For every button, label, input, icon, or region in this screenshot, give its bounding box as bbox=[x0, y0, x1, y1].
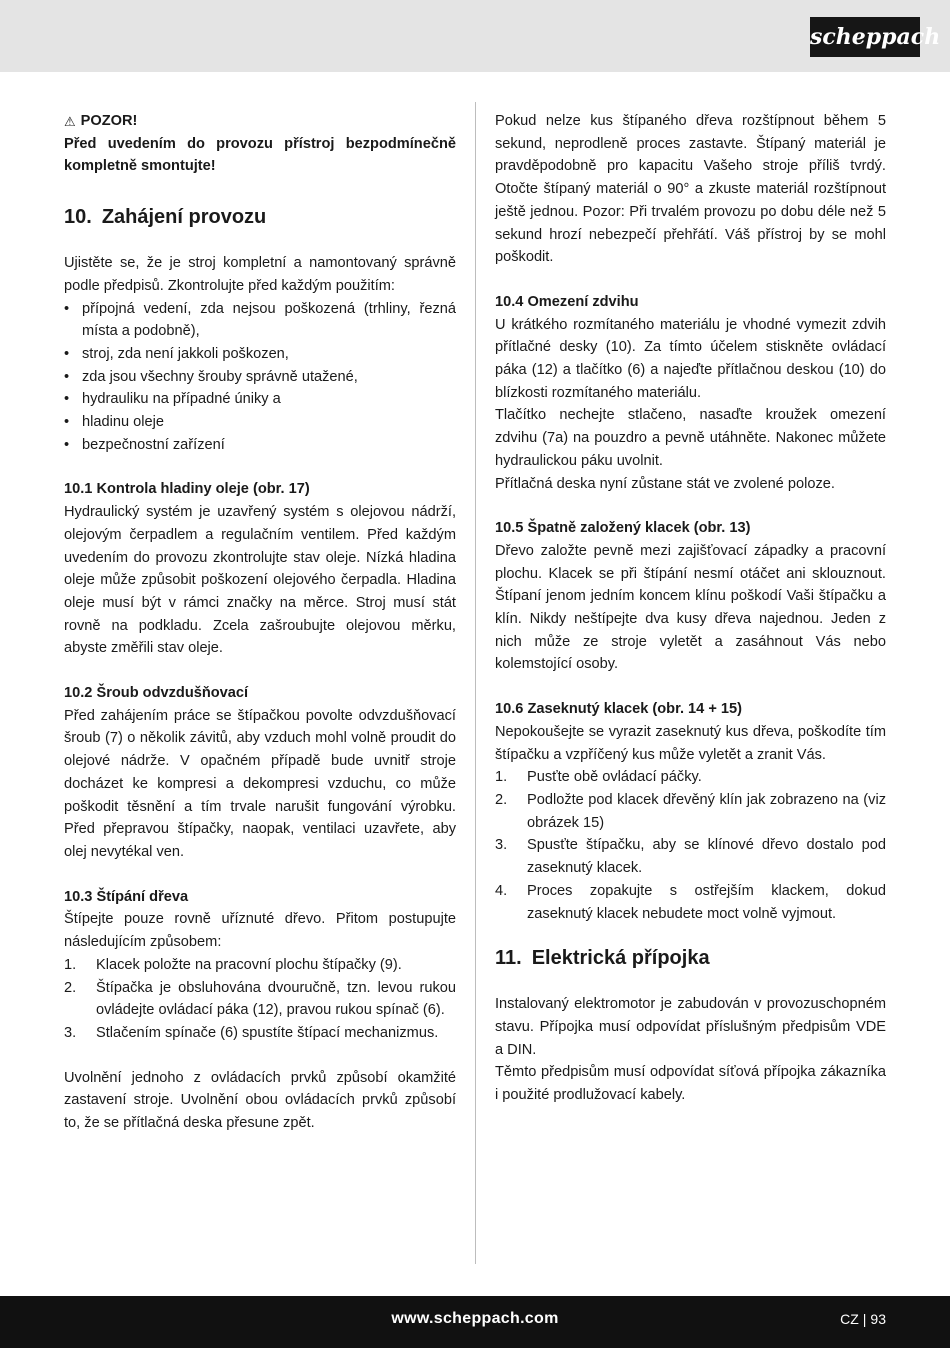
list-item: • přípojná vedení, zda nejsou poškozená (trhliny, řezná místa a podobně), bbox=[64, 298, 456, 343]
list-item: • stroj, zda není jakkoli poškozen, bbox=[64, 343, 456, 366]
column-divider bbox=[475, 102, 476, 1264]
step-number: 2. bbox=[64, 979, 77, 996]
section-10-intro: Ujistěte se, že je stroj kompletní a namontovaný správně podle předpisů. Zkontrolujte před každým použitím: bbox=[64, 255, 456, 294]
list-item bbox=[495, 766, 886, 789]
stuck-log-steps-list bbox=[495, 766, 886, 925]
list-item bbox=[64, 1022, 456, 1045]
section-11-text-1: Instalovaný elektromotor je zabudován v provozuschopném stavu. Přípojka musí odpovídat příslušným předpisům VDE a DIN. bbox=[495, 996, 886, 1058]
section-10-4-text-1: U krátkého rozmítaného materiálu je vhodné vymezit zdvih přítlačné desky (10). Za tímto účelem stiskněte ovládací páka (12) a tlačítko (6) a najeďte přítlačnou deskou (10) do blízkosti rozmítaného materiálu. bbox=[495, 316, 886, 401]
section-10-2-text: Před zahájením práce se štípačkou povolte odvzdušňovací šroub (7) o několik závitů, aby vzduch mohl volně proudit do olejové nádrže. V opačném případě bude uvnitř stroje docházet ke kompresi a dekompresi vzduchu, co může poškodit těsnění a tím trvale narušit fungování výrobku. Před přepravou štípačky, naopak, ventilaci uzavřete, aby olej nevytékal ven. bbox=[64, 707, 456, 860]
step-number: 3. bbox=[495, 837, 508, 854]
step-number: 1. bbox=[64, 956, 77, 973]
list-item bbox=[495, 880, 886, 925]
list-item bbox=[64, 954, 456, 977]
section-10-2-title: 10.2 Šroub odvzdušňovací bbox=[64, 685, 249, 702]
section-10-number: 10. bbox=[64, 206, 92, 229]
right-column bbox=[495, 110, 886, 1107]
step-number: 1. bbox=[495, 769, 508, 786]
step-number: 4. bbox=[495, 882, 508, 899]
separator: | bbox=[862, 1311, 867, 1327]
footer-url: www.scheppach.com bbox=[391, 1310, 559, 1327]
list-item: • hladinu oleje bbox=[64, 411, 456, 434]
step-text: Pusťte obě ovládací páčky. bbox=[527, 769, 702, 786]
footer-bar bbox=[0, 1296, 950, 1348]
section-11-number: 11. bbox=[495, 947, 522, 970]
split-steps-list bbox=[64, 954, 456, 1045]
section-10-1-title: 10.1 Kontrola hladiny oleje (obr. 17) bbox=[64, 481, 310, 498]
list-item bbox=[64, 977, 456, 1022]
list-item: • hydrauliku na případné úniky a bbox=[64, 388, 456, 411]
page-num: 93 bbox=[870, 1311, 886, 1327]
list-item bbox=[495, 834, 886, 879]
list-item: • zda jsou všechny šrouby správně utažené, bbox=[64, 366, 456, 389]
section-10-3-outro: Uvolnění jednoho z ovládacích prvků způsobí okamžité zastavení stroje. Uvolnění obou ovládacích prvků způsobí to, že se přítlačná deska přesune zpět. bbox=[64, 1069, 456, 1132]
step-text: Štípačka je obsluhována dvouručně, tzn. levou rukou ovládejte ovládací páka (12), pravou rukou spínač (6). bbox=[96, 979, 456, 1019]
section-10-4-text-2: Tlačítko nechejte stlačeno, nasaďte kroužek omezení zdvihu (7a) na pouzdro a pevně utáhněte. Nakonec můžete hydraulickou páku uvolnit. bbox=[495, 407, 886, 469]
continuation-text: Pokud nelze kus štípaného dřeva rozštípnout během 5 sekund, neprodleně proces zastavte. Štípaný materiál je pravděpodobně pro kapacitu Vašeho stroje příliš tvrdý. Otočte štípaný materiál o 90° a zkuste materiál rozštípnout ještě jednou. Pozor: Při trvalém provozu po dobu déle než 5 sekund hrozí nebezpečí přehřátí. Váš přístroj by se mohl poškodit. bbox=[495, 113, 886, 266]
section-10-5-text: Dřevo založte pevně mezi zajišťovací západky a pracovní plochu. Klacek se při štípání nesmí otáčet ani sklouznout. Štípaní jenom jedním koncem klínu poškodí Vaši štípačku a klín. Nikdy neštípejte dva kusy dřeva najednou. Jeden z nich může ze stroje vyletět a zasáhnout Vás nebo kolemstojící osoby. bbox=[495, 542, 886, 673]
warning-triangle-icon: ⚠ bbox=[64, 113, 76, 129]
language-code: CZ bbox=[840, 1311, 859, 1327]
section-10-heading bbox=[64, 204, 456, 230]
warning-heading bbox=[64, 110, 456, 133]
section-10-1-text: Hydraulický systém je uzavřený systém s olejovou nádrží, olejovým čerpadlem a regulačním ventilem. Před každým uvedením do provozu zkontrolujte stav oleje. Nízká hladina oleje může způsobit poškození olejového čerpadla. Hladina oleje musí být v rámci značky na měrce. Stroj musí stát rovně na podkladu. Zcela zašroubujte olejovou měrku, abyste změřili stav oleje. bbox=[64, 504, 456, 657]
section-11-text-2: Těmto předpisům musí odpovídat síťová přípojka zákazníka i použité prodlužovací kabely. bbox=[495, 1064, 886, 1104]
section-10-3-intro: Štípejte pouze rovně uříznuté dřevo. Přitom postupujte následujícím způsobem: bbox=[64, 911, 456, 951]
scheppach-logo: scheppach bbox=[810, 17, 920, 57]
step-number: 2. bbox=[495, 791, 508, 808]
step-text: Proces zopakujte s ostřejším klackem, dokud zaseknutý klacek nebudete moct volně vyjmout. bbox=[527, 882, 886, 922]
step-text: Spusťte štípačku, aby se klínové dřevo dostalo pod zaseknutý klacek. bbox=[527, 837, 886, 877]
left-column bbox=[64, 110, 456, 1135]
section-10-5-title: 10.5 Špatně založený klacek (obr. 13) bbox=[495, 520, 751, 537]
header-band bbox=[0, 0, 950, 72]
section-10-6-title: 10.6 Zaseknutý klacek (obr. 14 + 15) bbox=[495, 701, 743, 718]
section-10-6-intro: Nepokoušejte se vyrazit zaseknutý kus dřeva, poškodíte tím štípačku a vzpříčený kus může vyletět a zranit Vás. bbox=[495, 723, 886, 763]
warning-text: Před uvedením do provozu přístroj bezpodmínečně kompletně smontujte! bbox=[64, 135, 456, 175]
section-10-4-title: 10.4 Omezení zdvihu bbox=[495, 293, 639, 310]
step-text: Klacek položte na pracovní plochu štípačky (9). bbox=[96, 956, 402, 973]
section-11-heading bbox=[495, 945, 886, 971]
section-10-3-title: 10.3 Štípání dřeva bbox=[64, 888, 189, 905]
step-text: Podložte pod klacek dřevěný klín jak zobrazeno na (viz obrázek 15) bbox=[527, 791, 886, 831]
step-text: Stlačením spínače (6) spustíte štípací mechanizmus. bbox=[96, 1024, 439, 1041]
section-10-title: Zahájení provozu bbox=[101, 206, 267, 229]
section-10-4-text-3: Přítlačná deska nyní zůstane stát ve zvolené poloze. bbox=[495, 475, 835, 492]
list-item bbox=[495, 789, 886, 834]
step-number: 3. bbox=[64, 1024, 77, 1041]
page-number bbox=[840, 1311, 886, 1327]
section-11-title: Elektrická přípojka bbox=[531, 947, 710, 970]
list-item: • bezpečnostní zařízení bbox=[64, 434, 456, 457]
check-list bbox=[64, 298, 456, 457]
warning-label: POZOR! bbox=[80, 113, 138, 129]
